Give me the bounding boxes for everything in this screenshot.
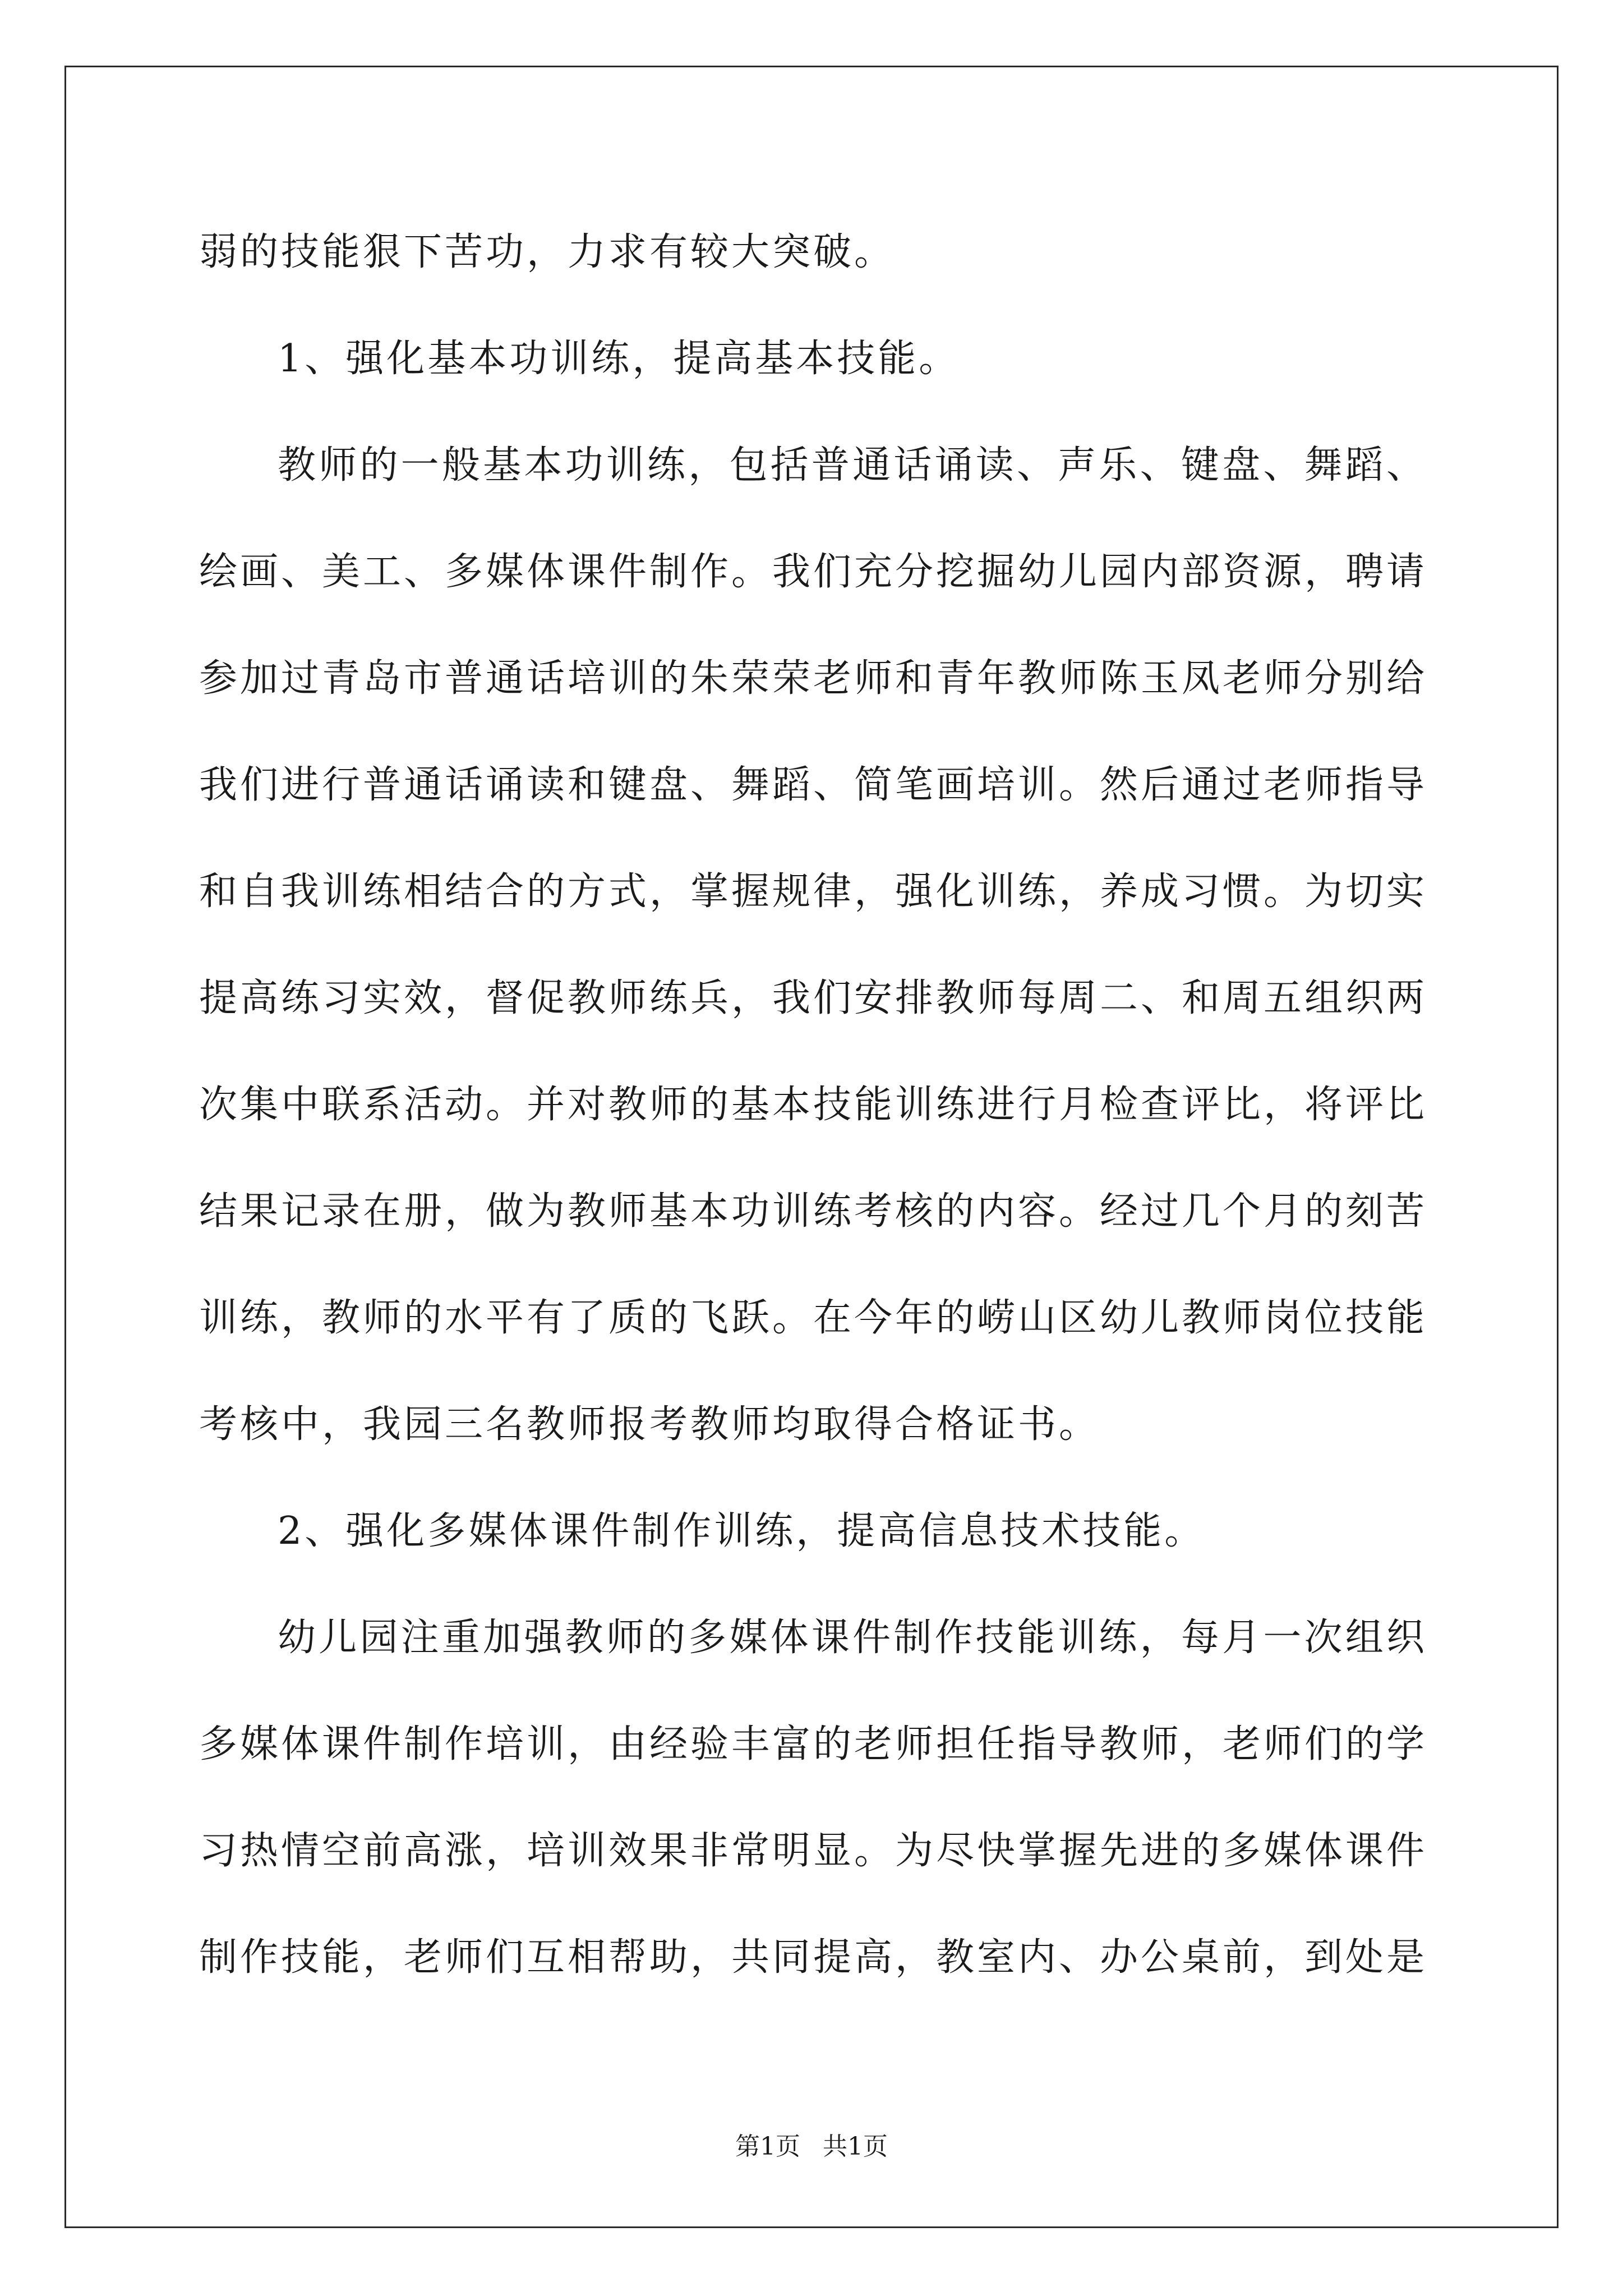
page-total: 共1页 <box>823 2132 888 2161</box>
section-heading-basic-skills: 1、强化基本功训练，提高基本技能。 <box>278 337 960 381</box>
document-body <box>199 199 1427 2011</box>
section-heading-multimedia: 2、强化多媒体课件制作训练，提高信息技术技能。 <box>278 1509 1206 1553</box>
paragraph-multimedia-training: 幼儿园注重加强教师的多媒体课件制作技能训练，每月一次组织多媒体课件制作培训，由经验丰富的老师担任指导教师，老师们的学习热情空前高涨，培训效果非常明显。为尽快掌握先进的多媒体课件制作技能，老师们互相帮助，共同提高，教室内、办公桌前，到处是 <box>199 1616 1428 1980</box>
paragraph-continuation: 弱的技能狠下苦功，力求有较大突破。 <box>199 230 896 274</box>
paragraph-basic-training: 教师的一般基本功训练，包括普通话诵读、声乐、键盘、舞蹈、绘画、美工、多媒体课件制作。我们充分挖掘幼儿园内部资源，聘请参加过青岛市普通话培训的朱荣荣老师和青年教师陈玉凤老师分别给我们进行普通话诵读和键盘、舞蹈、简笔画培训。然后通过老师指导和自我训练相结合的方式，掌握规律，强化训练，养成习惯。为切实提高练习实效，督促教师练兵，我们安排教师每周二、和周五组织两次集中联系活动。并对教师的基本技能训练进行月检查评比，将评比结果记录在册，做为教师基本功训练考核的内容。经过几个月的刻苦训练，教师的水平有了质的飞跃。在今年的崂山区幼儿教师岗位技能考核中，我园三名教师报考教师均取得合格证书。 <box>199 443 1428 1447</box>
page-footer <box>0 2126 1623 2162</box>
page-number: 第1页 <box>735 2132 800 2161</box>
